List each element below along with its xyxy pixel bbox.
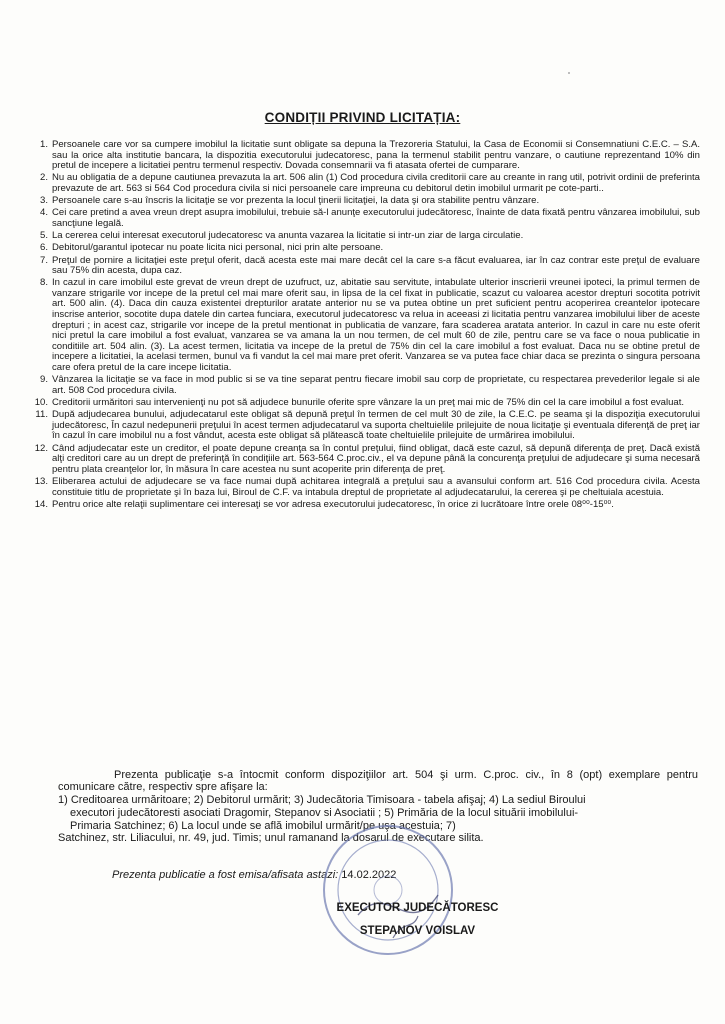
condition-text: Persoanele care s-au înscris la licitaţie se vor prezenta la locul ţinerii licitaţiei, la data şi ora stabilite pentru vânzare.	[52, 195, 540, 207]
condition-text: Eliberarea actului de adjudecare se va face numai după achitarea integrală a preţului sau a avansului conform art. 516 Cod procedura civila. Acesta constituie titlu de proprietate şi în baza lui, Biroul de C.F. va intabula dreptul de proprietate al adjudecatarului, la cererea şi pe cheltuiala acestuia.	[52, 475, 700, 498]
condition-item	[30, 208, 700, 229]
condition-text: Preţul de pornire a licitaţiei este preţul oferit, dacă acesta este mai mare decât cel la care s-a făcut evaluarea, iar în caz contrar este preţul de evaluare sau 75% din acesta, dupa caz.	[52, 254, 700, 277]
condition-number: 1.	[40, 139, 48, 150]
condition-text: Creditorii urmăritori sau intervenienţi nu pot să adjudece bunurile oferite spre vânzare la un preţ mai mic de 75% din cel la care imobilul a fost evaluat.	[52, 397, 685, 408]
condition-number: 13.	[34, 475, 48, 487]
condition-item	[30, 278, 700, 373]
destinations-line: executori judecătoresti asociati Dragomir, Stepanov si Asociatii ; 5) Primăria de la locul situării imobilului-	[70, 806, 579, 819]
condition-item	[30, 196, 700, 207]
condition-item	[30, 444, 700, 476]
condition-item	[30, 256, 700, 277]
signatory-name: STEPANOV VOISLAV	[359, 925, 476, 937]
condition-text: In cazul in care imobilul este grevat de vreun drept de uzufruct, uz, abitatie sau servitute, intabulate ulterior inscrierii vreunei ipoteci, la primul termen de vanzare strigarile vor incepe de la pretul cel mai mare oferit sau, in lipsa de la cel fixat in publicatie, scazut cu valoarea acestor drepturi socotita potrivit art. 500 alin. (4). Daca din cauza existentei drepturilor aratate anterior nu se va putea obtine un pret suficient pentru acoperirea creantelor ipotecare inscrise anterior, socotite dupa datele din cartea funciara, executorul judecatoresc va relua in aceeasi zi licitatia pentru vanzarea imobilului liber de aceste drepturi ; in acest caz, strigarile vor incepe de la pretul mentionat in publicatia de vanzare, fara scaderea aratata anterior. In cazul in care nu este oferit nici pretul la care imobilul a fost evaluat, vanzarea se va amana la un nou termen, de cel mult 60 de zile, pentru care se va face o noua publicatie in conditiile art. 504 alin. (3). La acest termen, licitatia va incepe de la pretul de 75% din cel la care imobilul a fost evaluat. Daca nu se obtine pretul de incepere a licitatiei, la acelasi termen, bunul va fi vandut la cel mai mare pret oferit. Vanzarea se va putea face chiar daca se prezinta o singura persoana care ofera pretul de la care incepe licitatia.	[52, 277, 700, 374]
condition-text: După adjudecarea bunului, adjudecatarul este obligat să depună preţul în termen de cel mult 30 de zile, la C.E.C. pe seama şi la dispoziţia executorului judecătoresc, În cazul nedepunerii preţului în acest termen adjudecatarul va suporta cheltuielile prilejuite de noua licitaţie şi eventuala diferenţă de preţ iar în cazul în care imobilul nu a fost vândut, acesta este obligat să plătească toate cheltuielile prilejuite de urmărirea imobilului.	[52, 409, 700, 442]
condition-text: Persoanele care vor sa cumpere imobilul la licitatie sunt obligate sa depuna la Trezoreria Statului, la Casa de Economii si Consemnatiuni C.E.C. – S.A. sau la orice alta institutie bancara, la dispozitia executorului judecatoresc, pana la termenul stabilit pentru vanzare, o cautiune reprezentand 10% din pretul de incepere a licitatiei pentru termenul respectiv. Dovada consemnarii va fi atasata ofertei de cumparare.	[52, 139, 700, 172]
condition-text: Când adjudecatar este un creditor, el poate depune creanţa sa în contul preţului, fiind obligat, dacă este cazul, să depună diferenţa de preţ. Dacă există alţi creditori care au un drept de preferinţă în condiţiile art. 563-564 C.proc.civ., el va depune până la concurenţa preţului de adjudecare şi suma necesară pentru plata creanţelor lor, în măsura în care acestea nu sunt acoperite prin diferenţa de preţ.	[52, 442, 700, 475]
condition-number: 9.	[40, 374, 48, 386]
scan-speck	[568, 72, 570, 74]
condition-text: Pentru orice alte relaţii suplimentare cei interesaţi se vor adresa executorului judecatoresc, în orice zi lucrătoare între orele 08⁰⁰-15⁰⁰.	[52, 498, 614, 510]
condition-item	[30, 477, 700, 498]
condition-text: Nu au obligatia de a depune cautiunea prevazuta la art. 506 alin (1) Cod procedura civila creditorii care au creante in rang util, potrivit ordinii de preferinta prevazute de art. 563 si 564 Cod procedura civila si nici persoanele care impreuna cu debitorul detin imobilul urmarit pe cote-parti..	[52, 172, 700, 194]
condition-text: Cei care pretind a avea vreun drept asupra imobilului, trebuie să-l anunţe executorului judecătoresc, înainte de data fixată pentru vânzarea imobilului, sub sancţiune legală.	[52, 207, 700, 229]
condition-text: Debitorul/garantul ipotecar nu poate licita nici personal, nici prin alte persoane.	[52, 242, 384, 254]
condition-item	[30, 140, 700, 172]
destinations-line: Satchinez, str. Liliacului, nr. 49, jud. Timis; unul ramanand la dosarul de executare silita.	[58, 832, 484, 845]
page-title: CONDIȚII PRIVIND LICITAȚIA:	[264, 110, 461, 125]
condition-item	[30, 500, 700, 511]
condition-number: 4.	[40, 207, 48, 219]
signature-block	[0, 897, 725, 943]
condition-number: 11.	[35, 409, 48, 421]
condition-number: 3.	[40, 195, 48, 207]
condition-number: 12.	[34, 442, 48, 454]
condition-number: 10.	[34, 397, 48, 408]
conditions-list	[30, 140, 700, 512]
destinations-line: 1) Creditoarea urmăritoare; 2) Debitorul urmărit; 3) Judecătoria Timisoara - tabela afişaj; 4) La sediul Biroului	[58, 794, 586, 806]
condition-item	[30, 173, 700, 194]
emission-date: 14.02.2022	[341, 869, 397, 881]
condition-text: Vânzarea la licitaţie se va face in mod public si se va tine separat pentru fiecare imobil sau corp de proprietate, cu respectarea prevederilor legale si ale art. 508 Cod procedura civila.	[52, 374, 700, 396]
condition-number: 8.	[40, 277, 48, 289]
condition-number: 7.	[40, 254, 48, 266]
condition-item	[30, 398, 700, 409]
emission-label: Prezenta publicatie a fost emisa/afisata astazi:	[112, 869, 339, 881]
condition-number: 2.	[40, 172, 48, 184]
condition-text: La cererea celui interesat executorul judecatoresc va anunta vazarea la licitatie si intr-un ziar de larga circulatie.	[52, 230, 524, 242]
condition-item	[30, 410, 700, 442]
destinations-line: Primaria Satchinez; 6) La locul unde se află imobilul urmărit/pe uşa acestuia; 7)	[70, 819, 456, 832]
condition-number: 14.	[34, 498, 48, 510]
condition-item	[30, 375, 700, 396]
condition-number: 6.	[40, 242, 48, 254]
signatory-title: EXECUTOR JUDECĂTORESC	[336, 902, 499, 914]
condition-number: 5.	[40, 230, 48, 242]
publication-paragraph: Prezenta publicaţie s-a întocmit conform dispoziţiilor art. 504 şi urm. C.proc. civ., în 8 (opt) exemplare pentru comunicare către, respectiv spre afişare la:	[58, 769, 698, 794]
condition-item	[30, 231, 700, 242]
condition-item	[30, 243, 700, 254]
